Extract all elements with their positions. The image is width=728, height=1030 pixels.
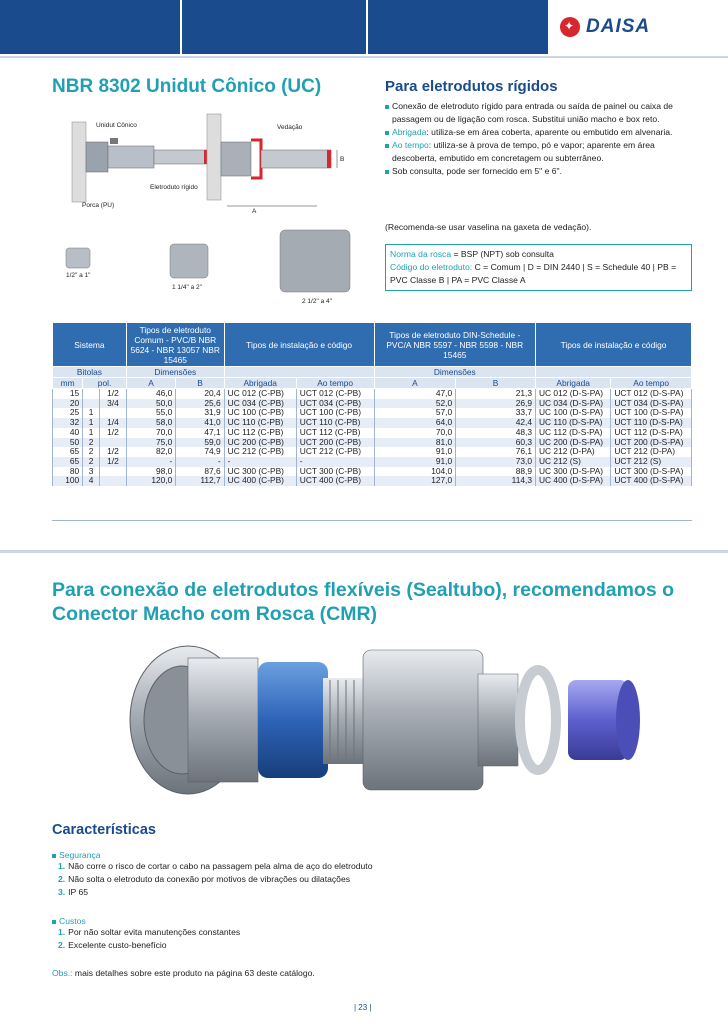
table-cell: 31,9 <box>176 408 224 418</box>
table-cell: UCT 034 (C-PB) <box>296 399 374 409</box>
table-cell: 2 <box>83 447 100 457</box>
custos-section <box>52 916 240 952</box>
table-cell: UCT 012 (C-PB) <box>296 389 374 399</box>
table-cell: 1/2 <box>100 447 127 457</box>
table-cell: UCT 034 (D-S-PA) <box>611 399 692 409</box>
th-bitolas: Bitolas <box>53 367 127 378</box>
table-cell: UCT 100 (D-S-PA) <box>611 408 692 418</box>
table-cell: UC 400 (D-S-PA) <box>536 476 611 486</box>
logo-wordmark: DAISA <box>586 16 651 37</box>
table-cell: 40 <box>53 428 83 438</box>
table-cell: UC 034 (C-PB) <box>224 399 296 409</box>
table-cell: UC 110 (D-S-PA) <box>536 418 611 428</box>
table-cell: UCT 012 (D-S-PA) <box>611 389 692 399</box>
table-cell: - <box>224 457 296 467</box>
bullet-item: Ao tempo: utiliza-se à prova de tempo, pó e vapor; aparente em área descoberta, embutido em concretagem ou subterrâneo. <box>385 139 695 165</box>
table-bottom-rule <box>52 520 692 521</box>
table-row <box>53 447 692 457</box>
table-cell: 1/2 <box>100 389 127 399</box>
bullet-item: Sob consulta, pode ser fornecido em 5" e 6". <box>385 165 695 178</box>
th-dimensoes-1: Dimensões <box>126 367 224 378</box>
th-tipos-instalacao-1: Tipos de instalação e código <box>224 323 374 367</box>
table-cell: 82,0 <box>126 447 175 457</box>
table-cell: UC 012 (C-PB) <box>224 389 296 399</box>
table-cell: 58,0 <box>126 418 175 428</box>
table-cell: UC 112 (C-PB) <box>224 428 296 438</box>
table-cell: UCT 110 (C-PB) <box>296 418 374 428</box>
th-b-2: B <box>456 378 536 389</box>
table-cell: 42,4 <box>456 418 536 428</box>
table-cell: UC 200 (C-PB) <box>224 438 296 448</box>
product-photo-small <box>64 244 94 272</box>
table-cell: 91,0 <box>374 457 456 467</box>
table-cell: 98,0 <box>126 467 175 477</box>
table-cell: 100 <box>53 476 83 486</box>
table-cell: 75,0 <box>126 438 175 448</box>
recommendation-note: (Recomenda-se usar vaselina na gaxeta de vedação). <box>385 222 592 232</box>
table-cell: 127,0 <box>374 476 456 486</box>
list-item: 1. Não corre o risco de cortar o cabo na passagem pela alma de aço do eletroduto <box>58 861 373 871</box>
table-cell: UCT 112 (C-PB) <box>296 428 374 438</box>
table-cell: UCT 212 (C-PB) <box>296 447 374 457</box>
unidut-drawing <box>70 112 220 212</box>
table-cell: 15 <box>53 389 83 399</box>
list-item: 2. Excelente custo-benefício <box>58 940 167 950</box>
table-cell: 59,0 <box>176 438 224 448</box>
table-cell: 88,9 <box>456 467 536 477</box>
header-divider <box>180 0 182 54</box>
section-divider <box>0 550 728 553</box>
dimensions-table <box>52 322 692 486</box>
table-cell: 1/2 <box>100 428 127 438</box>
seguranca-section <box>52 850 372 899</box>
table-cell <box>83 389 100 399</box>
section2-title: Para conexão de eletrodutos flexíveis (Sealtubo), recomendamos o Conector Macho com Rosca (CMR) <box>52 579 675 625</box>
table-cell: - <box>296 457 374 467</box>
table-cell: 47,0 <box>374 389 456 399</box>
table-cell: 2 <box>83 457 100 467</box>
table-cell: UCT 100 (C-PB) <box>296 408 374 418</box>
table-cell: UC 300 (C-PB) <box>224 467 296 477</box>
table-cell: 1 <box>83 418 100 428</box>
side-bullets <box>385 100 695 178</box>
th-pol: pol. <box>83 378 127 389</box>
table-cell: 76,1 <box>456 447 536 457</box>
th-blank <box>536 367 692 378</box>
table-cell: 1/4 <box>100 418 127 428</box>
table-cell: UC 300 (D-S-PA) <box>536 467 611 477</box>
label-unidut: Unidut Cônico <box>96 122 137 129</box>
label-a: A <box>252 208 257 215</box>
list-item: 2. Não solta o eletroduto da conexão por motivos de vibrações ou dilatações <box>58 874 351 884</box>
table-cell: UC 212 (C-PB) <box>224 447 296 457</box>
table-cell: UCT 400 (C-PB) <box>296 476 374 486</box>
header-bar <box>0 0 728 54</box>
label-size-3: 2 1/2" a 4" <box>302 298 332 305</box>
table-cell: - <box>126 457 175 467</box>
table-row <box>53 438 692 448</box>
label-b: B <box>340 156 345 163</box>
obs-note: Obs.: mais detalhes sobre este produto na página 63 deste catálogo. <box>52 968 315 978</box>
bullet-item: Conexão de eletroduto rígido para entrada ou saída de painel ou caixa de passagem ou de ligação com rosca. Substitui união macho e box reto. <box>385 100 695 126</box>
table-cell: 25 <box>53 408 83 418</box>
th-ao-tempo-1: Ao tempo <box>296 378 374 389</box>
seguranca-list <box>52 860 372 899</box>
table-cell: UC 212 (S) <box>536 457 611 467</box>
table-cell <box>100 467 127 477</box>
bullet-item: Abrigada: utiliza-se em área coberta, aparente ou embutido em alvenaria. <box>385 126 695 139</box>
label-size-2: 1 1/4" a 2" <box>172 284 202 291</box>
th-abrigada-2: Abrigada <box>536 378 611 389</box>
table-cell: UCT 110 (D-S-PA) <box>611 418 692 428</box>
table-cell: UC 400 (C-PB) <box>224 476 296 486</box>
table-cell: 91,0 <box>374 447 456 457</box>
table-cell: 65 <box>53 447 83 457</box>
list-item: 3. IP 65 <box>58 887 89 897</box>
spec-line: Código do eletroduto: C = Comum | D = DIN 2440 | S = Schedule 40 | PB = PVC Classe B | PA = PVC Classe A <box>390 262 677 285</box>
th-abrigada-1: Abrigada <box>224 378 296 389</box>
table-cell <box>100 476 127 486</box>
table-cell: UC 112 (D-S-PA) <box>536 428 611 438</box>
page-number: | 23 | <box>354 1003 372 1012</box>
table-cell: 120,0 <box>126 476 175 486</box>
table-cell: 114,3 <box>456 476 536 486</box>
table-cell: 20,4 <box>176 389 224 399</box>
table-cell: 64,0 <box>374 418 456 428</box>
table-cell: 60,3 <box>456 438 536 448</box>
spec-line: Norma da rosca = BSP (NPT) sob consulta <box>390 249 554 259</box>
th-blank <box>224 367 374 378</box>
th-sistema: Sistema <box>53 323 127 367</box>
table-cell: 1 <box>83 428 100 438</box>
list-item: 1. Por não soltar evita manutenções constantes <box>58 927 241 937</box>
table-body <box>53 389 692 487</box>
label-size-1: 1/2" a 1" <box>66 272 91 279</box>
table-cell: 1 <box>83 408 100 418</box>
header-divider <box>366 0 368 54</box>
table-cell: 55,0 <box>126 408 175 418</box>
table-cell: 4 <box>83 476 100 486</box>
table-cell: UCT 212 (S) <box>611 457 692 467</box>
table-cell: UC 200 (D-S-PA) <box>536 438 611 448</box>
th-mm: mm <box>53 378 83 389</box>
table-cell: 32 <box>53 418 83 428</box>
header-blue-band <box>0 0 548 54</box>
product-title: NBR 8302 Unidut Cônico (UC) <box>52 76 322 97</box>
custos-list <box>52 926 240 952</box>
table-cell: 57,0 <box>374 408 456 418</box>
table-cell: UC 012 (D-S-PA) <box>536 389 611 399</box>
th-ao-tempo-2: Ao tempo <box>611 378 692 389</box>
table-cell: UC 100 (D-S-PA) <box>536 408 611 418</box>
table-cell: 104,0 <box>374 467 456 477</box>
table-cell: UC 110 (C-PB) <box>224 418 296 428</box>
table-cell: UCT 300 (D-S-PA) <box>611 467 692 477</box>
th-tipos-eletroduto-1: Tipos de eletroduto Comum - PVC/B NBR 5624 - NBR 13057 NBR 15465 <box>126 323 224 367</box>
table-cell: 20 <box>53 399 83 409</box>
table-cell: 70,0 <box>374 428 456 438</box>
table-cell: 112,7 <box>176 476 224 486</box>
table-cell: 3 <box>83 467 100 477</box>
spec-box <box>385 244 692 291</box>
table-cell: 3/4 <box>100 399 127 409</box>
seguranca-heading: Segurança <box>52 850 372 860</box>
cmr-connector-photo <box>118 640 658 800</box>
table-cell: 21,3 <box>456 389 536 399</box>
label-porca: Porca (PU) <box>82 202 115 209</box>
table-cell: 2 <box>83 438 100 448</box>
table-cell: 87,6 <box>176 467 224 477</box>
th-a-2: A <box>374 378 456 389</box>
table-cell: 65 <box>53 457 83 467</box>
table-cell: 47,1 <box>176 428 224 438</box>
table-cell: 73,0 <box>456 457 536 467</box>
th-tipos-instalacao-2: Tipos de instalação e código <box>536 323 692 367</box>
table-cell: 74,9 <box>176 447 224 457</box>
header-underline <box>0 56 728 58</box>
table-cell: UC 212 (D-PA) <box>536 447 611 457</box>
table-cell: 33,7 <box>456 408 536 418</box>
table-cell: UCT 200 (C-PB) <box>296 438 374 448</box>
table-cell: UCT 300 (C-PB) <box>296 467 374 477</box>
table-row <box>53 476 692 486</box>
th-dimensoes-2: Dimensões <box>374 367 535 378</box>
th-tipos-eletroduto-2: Tipos de eletroduto DIN-Schedule - PVC/A NBR 5597 - NBR 5598 - NBR 15465 <box>374 323 535 367</box>
table-cell: 46,0 <box>126 389 175 399</box>
table-cell: 70,0 <box>126 428 175 438</box>
label-eletroduto: Eletroduto rígido <box>150 184 198 191</box>
daisa-logo <box>560 16 650 38</box>
table-cell: 81,0 <box>374 438 456 448</box>
th-b-1: B <box>176 378 224 389</box>
table-cell: - <box>176 457 224 467</box>
table-cell: UCT 400 (D-S-PA) <box>611 476 692 486</box>
table-cell: 52,0 <box>374 399 456 409</box>
product-photo-medium <box>168 238 212 282</box>
label-vedacao: Vedação <box>277 124 303 131</box>
table-cell: 50,0 <box>126 399 175 409</box>
table-cell: 50 <box>53 438 83 448</box>
table-cell: 48,3 <box>456 428 536 438</box>
table-cell: 41,0 <box>176 418 224 428</box>
table-cell: UC 100 (C-PB) <box>224 408 296 418</box>
product-photo-large <box>276 226 356 296</box>
table-cell: UCT 212 (D-PA) <box>611 447 692 457</box>
table-cell: 25,6 <box>176 399 224 409</box>
th-a-1: A <box>126 378 175 389</box>
table-cell: UCT 200 (D-S-PA) <box>611 438 692 448</box>
table-cell: 80 <box>53 467 83 477</box>
side-title: Para eletrodutos rígidos <box>385 78 558 95</box>
table-cell: UCT 112 (D-S-PA) <box>611 428 692 438</box>
table-cell: 1/2 <box>100 457 127 467</box>
table-cell: 26,9 <box>456 399 536 409</box>
custos-heading: Custos <box>52 916 240 926</box>
table-cell: UC 034 (D-S-PA) <box>536 399 611 409</box>
logo-mark-icon <box>560 17 580 37</box>
caracteristicas-title: Características <box>52 822 156 838</box>
